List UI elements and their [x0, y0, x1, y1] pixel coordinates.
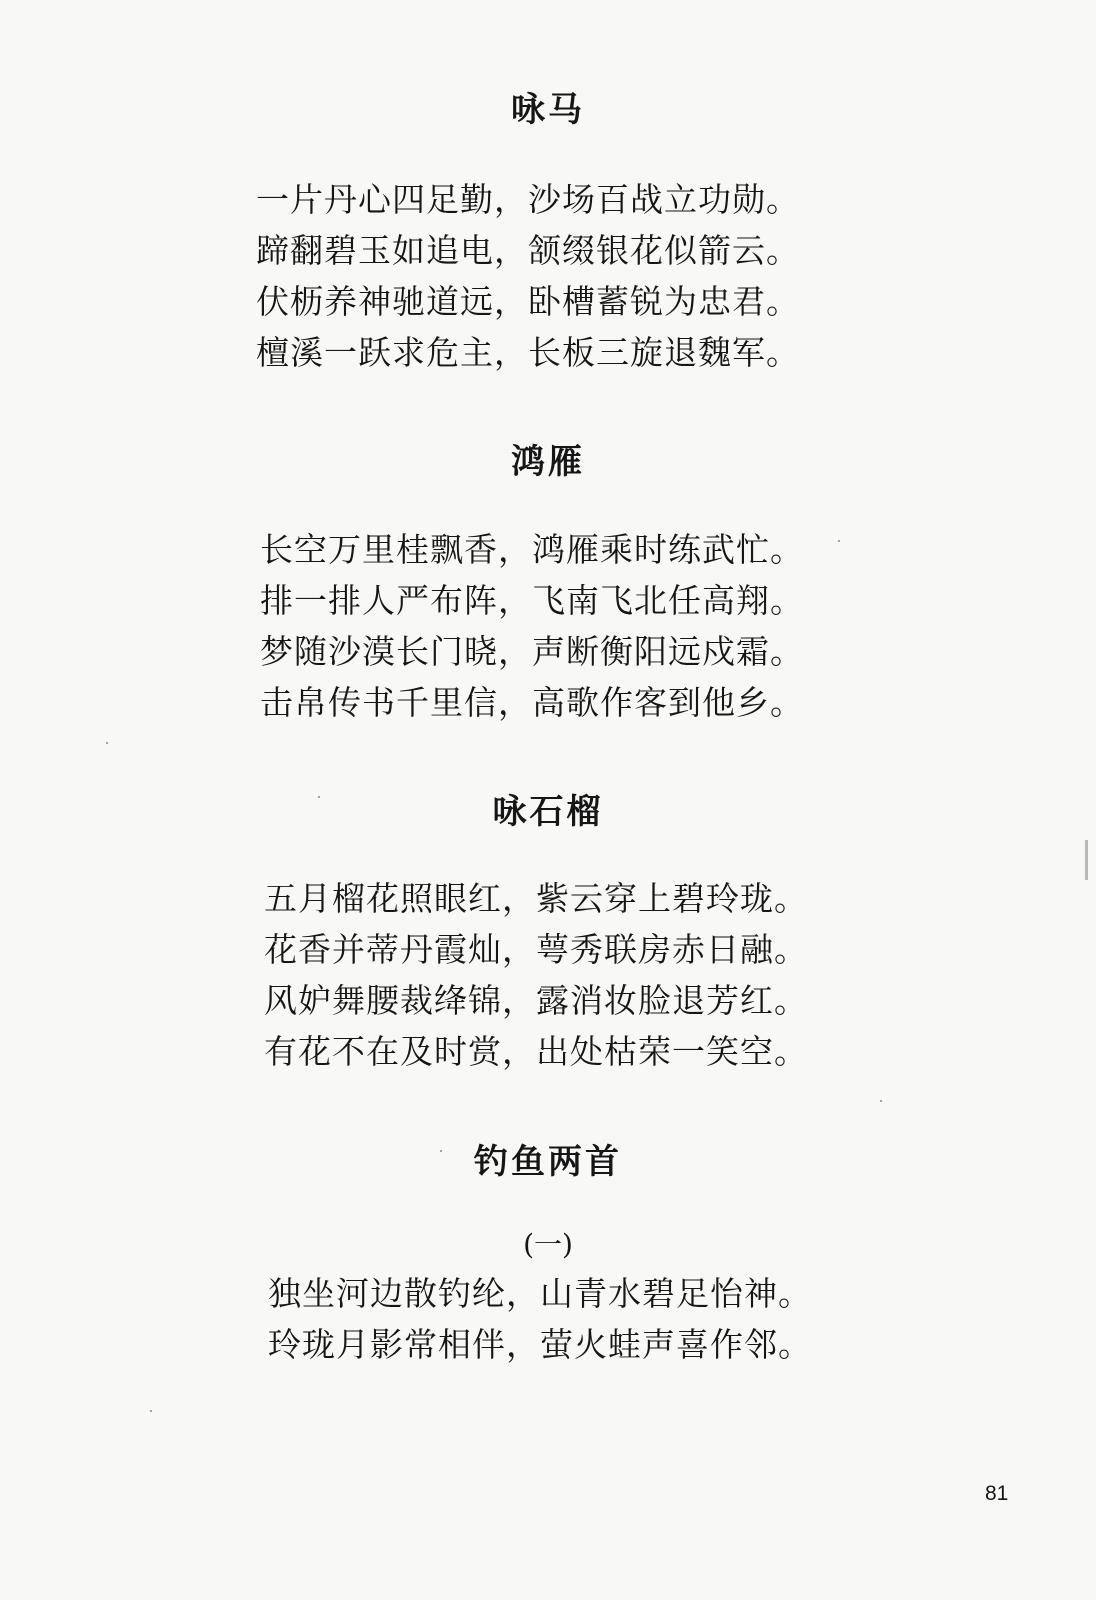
poem-line: 玲珑月影常相伴，萤火蛙声喜作邻。 [268, 1325, 812, 1364]
scan-speck [150, 1410, 152, 1412]
scan-speck [838, 540, 840, 542]
poem-line: 花香并蒂丹霞灿，萼秀联房赤日融。 [264, 930, 808, 969]
poem-body-diaoyu [268, 1268, 812, 1370]
poem-body-yongma [256, 174, 800, 378]
poem-line: 一片丹心四足勤，沙场百战立功勋。 [256, 180, 800, 219]
poem-line: 伏枥养神驰道远，卧槽蓄锐为忠君。 [256, 282, 800, 321]
scan-speck [106, 742, 108, 744]
poem-title-hongyan: 鸿雁 [511, 442, 585, 482]
poem-title-diaoyu: 钓鱼两首 [474, 1142, 622, 1182]
poem-body-hongyan [260, 524, 804, 728]
poem-subtitle: (一) [523, 1228, 573, 1261]
poem-line: 蹄翻碧玉如追电，颔缀银花似箭云。 [256, 231, 800, 270]
scan-speck [440, 1150, 442, 1152]
scan-edge-mark [1085, 840, 1088, 880]
poem-line: 檀溪一跃求危主，长板三旋退魏军。 [256, 333, 800, 372]
scan-speck [880, 1100, 882, 1102]
poem-body-yongshiliu [264, 873, 808, 1077]
poem-title-yongma: 咏马 [511, 90, 585, 130]
poem-line: 梦随沙漠长门晓，声断衡阳远戍霜。 [260, 632, 804, 671]
poem-line: 独坐河边散钓纶，山青水碧足怡神。 [268, 1274, 812, 1313]
poem-line: 击帛传书千里信，高歌作客到他乡。 [260, 683, 804, 722]
poem-line: 排一排人严布阵，飞南飞北任高翔。 [260, 581, 804, 620]
poem-line: 长空万里桂飘香，鸿雁乘时练武忙。 [260, 530, 804, 569]
scan-speck [318, 796, 320, 798]
page-number: 81 [985, 1482, 1009, 1505]
poem-line: 五月榴花照眼红，紫云穿上碧玲珑。 [264, 879, 808, 918]
poem-line: 风妒舞腰裁绛锦，露消妆脸退芳红。 [264, 981, 808, 1020]
poem-line: 有花不在及时赏，出处枯荣一笑空。 [264, 1032, 808, 1071]
poem-title-yongshiliu: 咏石榴 [492, 792, 604, 832]
